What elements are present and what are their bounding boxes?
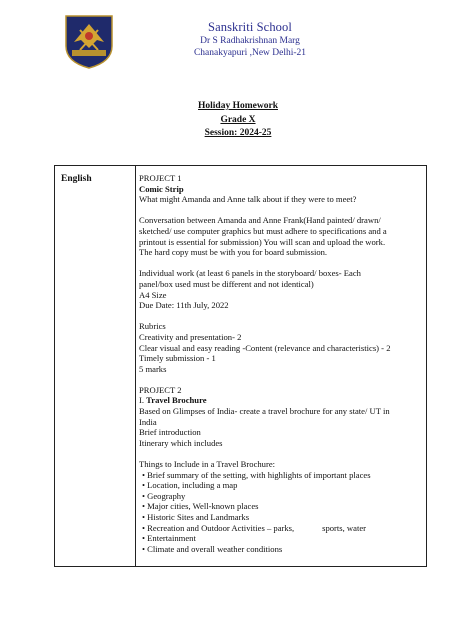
bullet-item: • Recreation and Outdoor Activities – parks, sports, water: [142, 522, 367, 533]
project1-individual-line2: panel/box used must be different and not identical): [139, 278, 314, 289]
school-crest-logo: [62, 12, 116, 70]
project1-desc-line3: printout is essential for submission) You will scan and upload the work.: [139, 236, 386, 247]
project1-label: PROJECT 1: [139, 173, 182, 183]
school-address-line2: Chanakyapuri ,New Delhi-21: [193, 48, 307, 58]
rubric-item: Clear visual and easy reading -Content (relevance and characteristics) - 2: [139, 342, 391, 353]
school-name: Sanskriti School: [208, 20, 292, 34]
project1-due-date: Due Date: 11th July, 2022: [139, 300, 229, 311]
things-to-include-label: Things to Include in a Travel Brochure:: [139, 459, 276, 470]
bullet-item: • Entertainment: [142, 533, 196, 544]
assignment-cell: [139, 173, 424, 554]
bullet-item: • Historic Sites and Landmarks: [142, 512, 250, 522]
bullet-item: • Location, including a map: [142, 480, 238, 491]
project1-desc-line2: sketched/ use computer graphics but must adhere to specifications and a: [139, 225, 387, 236]
bullet-item: • Brief summary of the setting, with highlights of important places: [142, 469, 371, 480]
project2-itinerary: Itinerary which includes: [139, 437, 223, 448]
project1-desc-line4: The hard copy must be with you for board submission.: [139, 247, 328, 258]
project2-label: PROJECT 2: [139, 384, 182, 395]
project1-desc-line1: Conversation between Amanda and Anne Frank(Hand painted/ drawn/: [139, 215, 381, 226]
project1-title: Comic Strip: [139, 183, 184, 194]
school-address-line1: Dr S Radhakrishnan Marg: [200, 36, 300, 46]
project2-desc-line1: Based on Glimpses of India- create a travel brochure for any state/ UT in: [139, 406, 390, 417]
homework-title: Holiday Homework: [198, 101, 278, 111]
project2-title-line: [139, 395, 424, 406]
column-divider: [135, 166, 136, 566]
bullet-item: • Climate and overall weather conditions: [142, 543, 283, 554]
document-heading: [150, 100, 326, 141]
rubric-total: 5 marks: [139, 363, 167, 374]
subject-cell: English: [61, 174, 92, 184]
grade-label: Grade X: [220, 114, 256, 125]
rubrics-label: Rubrics: [139, 321, 166, 332]
homework-table: [54, 165, 427, 567]
bullet-item: • Major cities, Well-known places: [142, 501, 259, 512]
rubric-item: Timely submission - 1: [139, 353, 216, 364]
session-label: Session: 2024-25: [204, 128, 272, 138]
project2-number: I.: [139, 395, 147, 406]
project2-intro: Brief introduction: [139, 427, 201, 438]
rubric-item: Creativity and presentation- 2: [139, 331, 242, 342]
project2-desc-line2: India: [139, 416, 157, 427]
bullet-item: • Geography: [142, 490, 186, 501]
project1-size: A4 Size: [139, 289, 167, 300]
school-header: [170, 20, 330, 59]
project2-title: Travel Brochure: [146, 395, 207, 406]
project1-individual-line1: Individual work (at least 6 panels in the storyboard/ boxes- Each: [139, 268, 361, 279]
project1-question: What might Amanda and Anne talk about if they were to meet?: [139, 194, 357, 205]
